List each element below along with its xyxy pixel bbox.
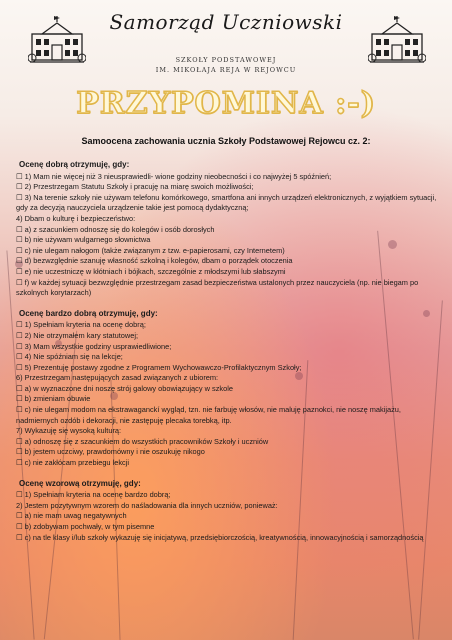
spacer [16,299,438,309]
criteria-item: ☐ d) bezwzględnie szanuję własność szkolną i kolegów, dbam o porządek otoczenia [16,256,293,266]
criteria-item: ☐ a) z szacunkiem odnoszę się do kolegów i osób dorosłych [16,224,215,234]
section-title: Ocenę wzorową otrzymuję, gdy: [19,478,141,488]
criteria-item: ☐ 1) Spełniam kryteria na ocenę dobrą; [16,320,146,330]
section-good [16,160,438,299]
criteria-item: 2) Jestem pozytywnym wzorem do naśladowania dla innych uczniów, ponieważ: [16,500,278,510]
header-subtitle-school: SZKOŁY PODSTAWOWEJ [175,56,277,64]
section-exemplary [16,479,438,544]
criteria-item: ☐ c) nie ulegam nałogom (także związanym z tzw. e-papierosami, czy Internetem) [16,245,285,255]
criteria-item: ☐ b) zdobywam pochwały, w tym pisemne [16,522,155,531]
criteria-item: ☐ c) na tle klasy i/lub szkoły wykazuję się inicjatywą, przedsiębiorczością, kreatywnością, innowacyjnością i samorządnością [16,532,424,542]
criteria-item: ☐ b) jestem uczciwy, prawdomówny i nie oszukuję nikogo [16,447,205,457]
criteria-item: ☐ 2) Przestrzegam Statutu Szkoły i pracuję na miarę swoich możliwości; [16,182,254,192]
page-heading: PRZYPOMINA :-) [76,86,376,121]
school-building-icon [28,12,86,68]
header-title: Samorząd Uczniowski [109,10,343,34]
header [0,0,452,90]
criteria-item: 7) Wykazuję się wysoką kulturą: [16,426,122,436]
section-title: Ocenę bardzo dobrą otrzymuję, gdy: [19,308,158,318]
criteria-content [16,160,438,543]
section-title: Ocenę dobrą otrzymuję, gdy: [19,160,130,169]
criteria-item: ☐ b) nie używam wulgarnego słownictwa [16,235,151,245]
criteria-item: ☐ c) nie ulegam modom na ekstrawaganckí wygląd, tzn. nie farbuję włosów, nie maluję paznokci, nie noszę makijażu, nadmiernych ozdób i dekoracji, nie zastępuję plecaka torebką, itp. [16,405,401,425]
criteria-item: ☐ 3) Na terenie szkoły nie używam telefonu komórkowego, smartfona ani innych urządzeń elektronicznych, z wyjątkiem sytuacji, gdy za decyzją nauczyciela urządzenie takie jest pomocą dydaktyczną; [16,192,437,213]
criteria-item: ☐ 4) Nie spóźniam się na lekcje; [16,352,123,362]
intro-text: Samoocena zachowania ucznia Szkoły Podstawowej Rejowcu cz. 2: [81,136,371,146]
school-building-icon [368,12,426,68]
criteria-item: ☐ 1) Spełniam kryteria na ocenę bardzo dobrą; [16,490,171,500]
criteria-item: ☐ e) nie uczestniczę w kłótniach i bójkach, szczególnie z młodszymi lub słabszymi [16,266,286,276]
section-very-good [16,309,438,469]
spacer [16,469,438,479]
criteria-item: ☐ 1) Mam nie więcej niż 3 nieusprawiedli- wione godziny nieobecności i co najwyżej 5 spóźnień; [16,171,332,181]
criteria-item: ☐ f) w każdej sytuacji bezwzględnie przestrzegam zasad bezpieczeństwa ustalonych przez nauczyciela (np. nie biegam po szkolnych korytarzach) [16,277,419,298]
criteria-item: 6) Przestrzegam następujących zasad związanych z ubiorem: [16,373,219,383]
criteria-item: ☐ a) odnoszę się z szacunkiem do wszystkich pracowników Szkoły i uczniów [16,436,269,446]
criteria-item: ☐ 5) Prezentuję postawy zgodne z Programem Wychowawczo-Profilaktycznym Szkoły; [16,362,302,372]
criteria-item: ☐ a) nie mam uwag negatywnych [16,511,127,521]
criteria-item: ☐ c) nie zakłócam przebiegu lekcji [16,458,130,468]
criteria-item: 4) Dbam o kulturę i bezpieczeństwo: [16,213,136,223]
criteria-item: ☐ 3) Mam wszystkie godziny usprawiedliwione; [16,341,172,351]
header-subtitle-patron: IM. MIKOŁAJA REJA W REJOWCU [155,66,297,74]
criteria-item: ☐ b) zmieniam obuwie [16,394,91,404]
criteria-item: ☐ 2) Nie otrzymałem kary statutowej; [16,330,139,340]
criteria-item: ☐ a) w wyznaczone dni noszę strój galowy obowiązujący w szkole [16,383,233,393]
